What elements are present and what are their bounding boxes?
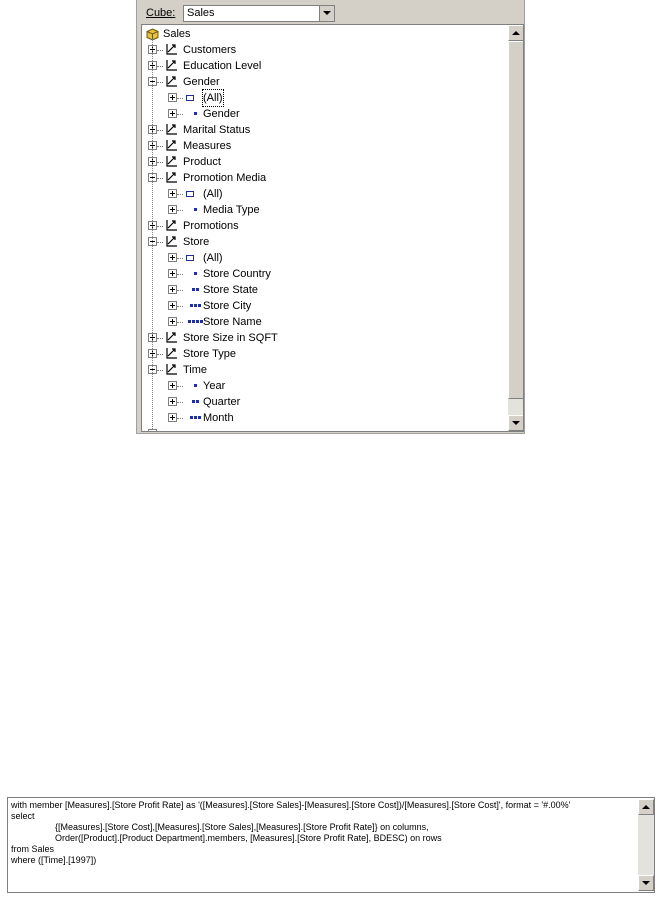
tree-level-row[interactable]	[142, 314, 502, 330]
query-line: select	[11, 811, 35, 821]
tree-root-label: Sales	[163, 28, 191, 40]
tree-connector	[157, 178, 163, 179]
expand-icon[interactable]	[168, 253, 177, 262]
tree-node-label: Store City	[203, 300, 252, 312]
tree-node-label: (All)	[203, 252, 223, 264]
tree-level-row[interactable]	[142, 250, 502, 266]
tree-connector	[177, 290, 183, 291]
tree-connector	[177, 274, 183, 275]
mdx-query-text[interactable]	[11, 800, 631, 866]
level-icon	[192, 400, 199, 403]
dimension-icon	[165, 219, 178, 232]
tree-connector	[177, 306, 183, 307]
tree-dimension-row[interactable]	[142, 234, 502, 250]
tree-guide-line	[152, 39, 153, 431]
expand-icon[interactable]	[148, 429, 157, 432]
tree-scrollbar[interactable]	[508, 25, 524, 431]
tree-connector	[157, 162, 163, 163]
tree-connector	[157, 50, 163, 51]
dimension-icon	[165, 75, 178, 88]
tree-connector	[157, 130, 163, 131]
expand-icon[interactable]	[168, 381, 177, 390]
scroll-up-button[interactable]	[508, 25, 524, 41]
tree-dimension-row[interactable]	[142, 170, 502, 186]
tree-connector	[157, 226, 163, 227]
expand-icon[interactable]	[168, 301, 177, 310]
tree-node-label: Store State	[203, 284, 259, 296]
expand-icon[interactable]	[168, 317, 177, 326]
expand-icon[interactable]	[168, 413, 177, 422]
tree-connector	[157, 370, 163, 371]
tree-node-label: Quarter	[203, 396, 241, 408]
all-member-icon	[186, 255, 194, 261]
level-icon	[194, 272, 197, 275]
level-icon	[190, 304, 201, 307]
dimension-icon	[165, 155, 178, 168]
tree-connector	[177, 98, 183, 99]
tree-level-row[interactable]	[142, 266, 502, 282]
tree-node-label: Month	[203, 412, 234, 424]
tree-dimension-row[interactable]	[142, 218, 502, 234]
expand-icon[interactable]	[168, 189, 177, 198]
tree-connector	[177, 386, 183, 387]
dimension-icon	[165, 235, 178, 248]
dimension-tree[interactable]	[141, 24, 524, 432]
tree-dimension-row[interactable]	[142, 346, 502, 362]
dimension-icon	[165, 347, 178, 360]
tree-node-label: Time	[183, 364, 208, 376]
tree-connector	[177, 194, 183, 195]
expand-icon[interactable]	[168, 285, 177, 294]
level-icon	[194, 384, 197, 387]
query-scrollbar[interactable]	[638, 799, 654, 891]
expand-icon[interactable]	[168, 205, 177, 214]
cube-label: Cube:	[146, 7, 176, 19]
dimension-icon	[165, 331, 178, 344]
tree-connector	[177, 418, 183, 419]
tree-connector	[177, 258, 183, 259]
tree-node-label: Promotion Media	[183, 172, 267, 184]
level-icon	[188, 320, 203, 323]
tree-level-row[interactable]	[142, 282, 502, 298]
tree-level-row[interactable]	[142, 90, 502, 106]
tree-node-label: Gender	[203, 108, 240, 120]
query-line: with member [Measures].[Store Profit Rate] as '([Measures].[Store Sales]-[Measures].[Store Cost])/[Measures].[Store Cost]', format = '#.00%'	[11, 800, 571, 810]
level-icon	[190, 416, 201, 419]
tree-level-row[interactable]	[142, 394, 502, 410]
tree-dimension-row[interactable]	[142, 58, 502, 74]
tree-connector	[177, 322, 183, 323]
dimension-icon	[165, 171, 178, 184]
tree-node-label: Store Country	[203, 268, 271, 280]
tree-level-row[interactable]	[142, 106, 502, 122]
dimension-icon	[165, 363, 178, 376]
scroll-down-button[interactable]	[638, 875, 654, 891]
query-line: from Sales	[11, 844, 55, 854]
query-line: {[Measures].[Store Cost],[Measures].[Store Sales],[Measures].[Store Profit Rate]} on columns,	[55, 822, 429, 832]
query-line: where ([Time].[1997])	[11, 855, 97, 865]
expand-icon[interactable]	[168, 397, 177, 406]
cube-select[interactable]	[183, 5, 335, 22]
expand-icon[interactable]	[168, 269, 177, 278]
tree-connector	[157, 146, 163, 147]
tree-root[interactable]	[142, 26, 502, 42]
scroll-up-button[interactable]	[638, 799, 654, 815]
cube-select-value: Sales	[187, 7, 215, 19]
tree-node-label: Store Size in SQFT	[183, 332, 278, 344]
tree-level-row[interactable]	[142, 298, 502, 314]
expand-icon[interactable]	[168, 109, 177, 118]
tree-dimension-row[interactable]	[142, 74, 502, 90]
chevron-down-icon[interactable]	[319, 6, 334, 21]
tree-node-label: Media Type	[203, 204, 260, 216]
tree-dimension-row[interactable]	[142, 138, 502, 154]
tree-dimension-row[interactable]	[142, 330, 502, 346]
tree-node-label: Measures	[183, 140, 232, 152]
level-icon	[194, 112, 197, 115]
dimension-icon	[165, 123, 178, 136]
tree-connector	[177, 402, 183, 403]
cube-browser-panel	[136, 0, 525, 434]
tree-dimension-row[interactable]	[142, 42, 502, 58]
tree-dimension-row[interactable]	[142, 154, 502, 170]
mdx-query-editor[interactable]	[7, 797, 655, 893]
dimension-icon	[165, 43, 178, 56]
tree-level-row[interactable]	[142, 378, 502, 394]
tree-level-row[interactable]	[142, 186, 502, 202]
tree-connector	[157, 338, 163, 339]
tree-node-label: Education Level	[183, 60, 262, 72]
all-member-icon	[186, 95, 194, 101]
tree-node-label: Product	[183, 156, 221, 168]
level-icon	[192, 288, 199, 291]
scroll-thumb[interactable]	[508, 41, 524, 399]
dimension-icon	[165, 139, 178, 152]
query-line: Order([Product].[Product Department].members, [Measures].[Store Profit Rate], BDESC) on rows	[55, 833, 442, 843]
tree-node-label: Store	[183, 236, 210, 248]
tree-dimension-row[interactable]	[142, 362, 502, 378]
tree-node-label: Marital Status	[183, 124, 251, 136]
tree-node-label: Store Name	[203, 316, 262, 328]
tree-connector	[177, 114, 183, 115]
tree-node-label: Year	[203, 380, 226, 392]
tree-node-label: Promotions	[183, 220, 239, 232]
tree-connector	[157, 242, 163, 243]
tree-level-row[interactable]	[142, 410, 502, 426]
dimension-icon	[165, 59, 178, 72]
tree-connector	[157, 66, 163, 67]
all-member-icon	[186, 191, 194, 197]
tree-node-label: (All)	[203, 188, 223, 200]
tree-dimension-row[interactable]	[142, 122, 502, 138]
tree-level-row[interactable]	[142, 202, 502, 218]
tree-node-label: Customers	[183, 44, 237, 56]
tree-connector	[157, 82, 163, 83]
tree-connector	[157, 354, 163, 355]
tree-node-label: Store Type	[183, 348, 236, 360]
expand-icon[interactable]	[168, 93, 177, 102]
level-icon	[194, 208, 197, 211]
tree-node-label: (All)	[203, 92, 223, 104]
scroll-down-button[interactable]	[508, 415, 524, 431]
tree-node-label: Gender	[183, 76, 220, 88]
tree-connector	[177, 210, 183, 211]
